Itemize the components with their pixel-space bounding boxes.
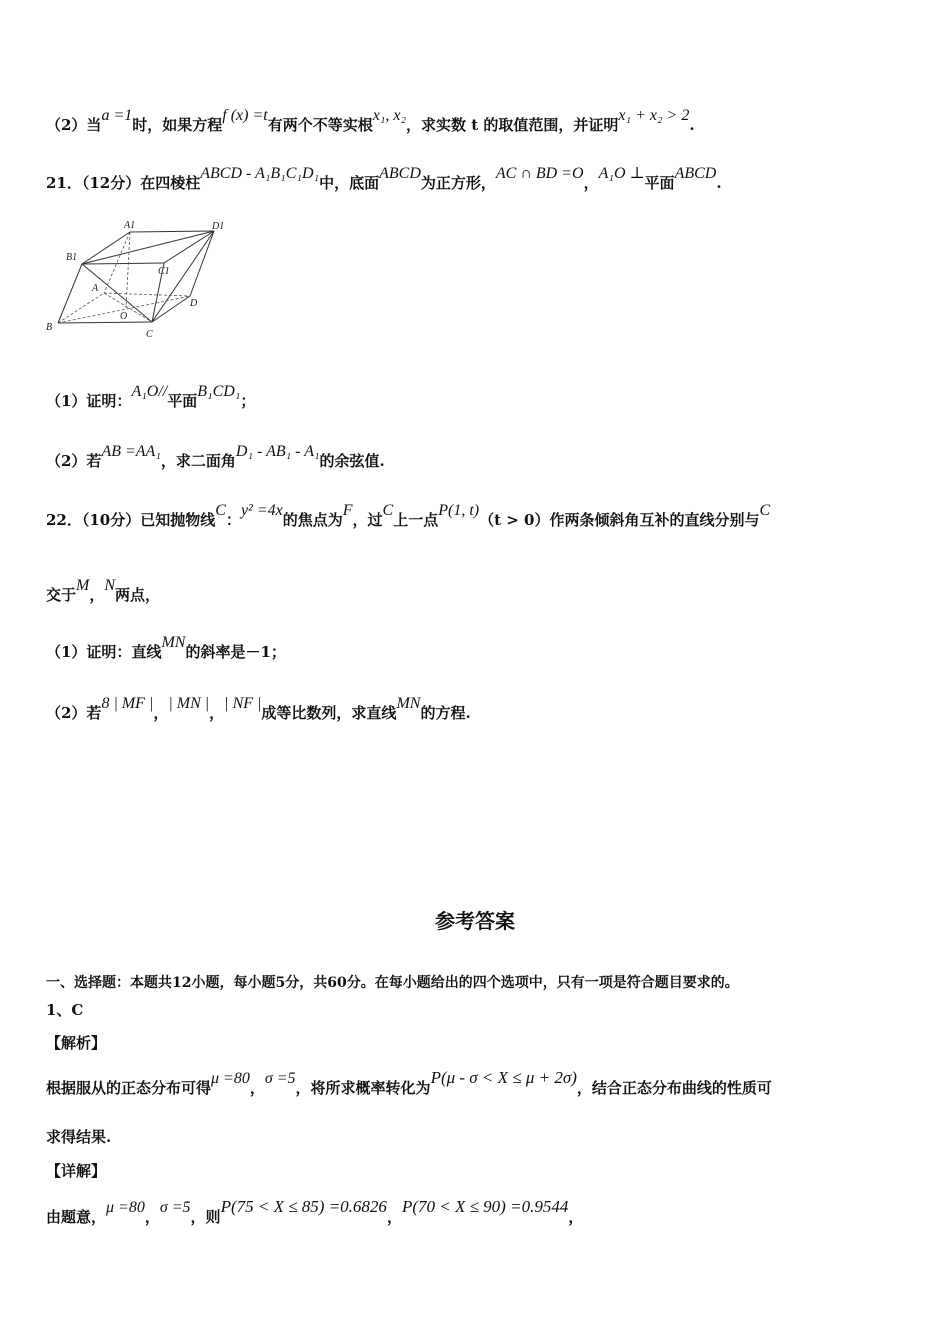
- detail-text-2: ，则: [190, 1208, 221, 1226]
- q21-part2: [46, 443, 385, 471]
- q22-part1: [46, 634, 286, 662]
- label-d1: D1: [212, 221, 224, 232]
- q22-math-c3: C: [759, 502, 771, 519]
- q21-plane: ABCD: [674, 165, 717, 182]
- analysis-line-1: [46, 1068, 772, 1098]
- q21-intersection: AC ∩ BD =O: [495, 165, 584, 182]
- q21-text-1: 中，底面: [319, 174, 380, 192]
- label-c1: C1: [158, 266, 170, 277]
- q21-p1-text: 平面: [167, 392, 198, 410]
- q22-p1-label: （1）证明：直线: [46, 643, 162, 661]
- analysis-mu: μ =80: [211, 1070, 250, 1087]
- q21-text-5: .: [716, 174, 722, 192]
- analysis-sigma: σ =5: [264, 1070, 296, 1087]
- q20-text-1: 时，如果方程: [132, 116, 223, 134]
- q21-p2-angle: D₁ - AB₁ - A₁: [235, 443, 320, 460]
- q22-stem: [46, 502, 771, 530]
- q22-p2-term-c: | NF |: [224, 695, 262, 712]
- q21-text-3: ，: [583, 174, 599, 192]
- q21-p2-text: ，求二面角: [160, 452, 236, 470]
- q22-number: 22．（10分）已知抛物线: [46, 511, 216, 529]
- label-c: C: [146, 329, 153, 340]
- q22-text-1: 的焦点为: [282, 511, 343, 529]
- q22-p2-mn: MN: [396, 695, 421, 712]
- q21-text-4: 平面: [644, 174, 675, 192]
- q22-text-3: 上一点: [393, 511, 439, 529]
- analysis-heading: 【解析】: [46, 1034, 107, 1052]
- q21-text-2: 为正方形，: [420, 174, 496, 192]
- q22-text-2: ，过: [352, 511, 383, 529]
- q22-text-4: 作两条倾斜角互补的直线分别与: [549, 511, 760, 529]
- detail-sep-1: ，: [144, 1208, 160, 1226]
- q21-p1-math: A₁O//: [131, 383, 168, 400]
- q20-math-a: a =1: [101, 107, 133, 124]
- q20-text-3: ，求实数 t 的取值范围，并证明: [406, 116, 619, 134]
- q22-p2-sep-2: ，: [209, 704, 225, 722]
- label-d: D: [190, 298, 198, 309]
- detail-heading: 【详解】: [46, 1162, 107, 1180]
- q22-math-m: M: [76, 577, 90, 594]
- detail-text-1: 由题意，: [46, 1208, 107, 1226]
- detail-sep-2: ，: [386, 1208, 402, 1226]
- q21-p2-end: 的余弦值.: [319, 452, 385, 470]
- detail-mu: μ =80: [106, 1199, 145, 1216]
- label-a: A: [92, 283, 99, 294]
- analysis-text-2: ，将所求概率转化为: [295, 1079, 431, 1097]
- q22-p1-text: 的斜率是－1；: [185, 643, 286, 661]
- q21-part1: [46, 383, 256, 411]
- detail-sigma: σ =5: [159, 1199, 191, 1216]
- analysis-text-3: ，结合正态分布曲线的性质可: [576, 1079, 772, 1097]
- q22-sep: ，: [89, 586, 105, 604]
- q20-math-f: f (x) =t: [222, 107, 268, 124]
- q20-text-4: .: [689, 116, 695, 134]
- detail-line-1: [46, 1197, 584, 1227]
- q22-condition: （t > 0）: [479, 511, 550, 529]
- detail-p90: P(70 < X ≤ 90) =0.9544: [401, 1197, 569, 1216]
- q22-colon: ：: [225, 511, 241, 529]
- q22-math-c2: C: [382, 502, 394, 519]
- q20-text-2: 有两个不等实根: [267, 116, 373, 134]
- q21-p2-label: （2）若: [46, 452, 102, 470]
- analysis-sep: ，: [249, 1079, 265, 1097]
- q22-part2: [46, 695, 471, 723]
- answers-title: 参考答案: [435, 909, 515, 933]
- q22-p2-end: 的方程.: [420, 704, 471, 722]
- q22-math-f: F: [342, 502, 353, 519]
- q22-p2-text: 成等比数列，求直线: [261, 704, 397, 722]
- q21-prism: ABCD - A₁B₁C₁D₁: [200, 165, 320, 182]
- q22-equation: y² =4x: [240, 502, 283, 519]
- q22-l2-text-a: 交于: [46, 586, 77, 604]
- q21-stem: [46, 165, 722, 193]
- q21-perp: A₁O ⊥: [598, 165, 645, 182]
- q21-base: ABCD: [379, 165, 421, 182]
- q22-p2-sep-1: ，: [153, 704, 169, 722]
- q22-point-p: P(1, t): [438, 502, 480, 519]
- q21-p1-plane: B₁CD₁: [197, 383, 241, 400]
- label-b: B: [46, 322, 53, 333]
- q21-p1-end: ；: [240, 392, 256, 410]
- q22-math-n: N: [104, 577, 116, 594]
- answers-section: 一、选择题：本题共12小题，每小题5分，共60分。在每小题给出的四个选项中，只有一项是符合题目要求的。: [46, 975, 739, 991]
- analysis-line-2: 求得结果.: [46, 1128, 112, 1146]
- q21-p2-math: AB =AA₁: [101, 443, 161, 460]
- q22-l2-text-b: 两点，: [115, 586, 161, 604]
- answer-item: 1、C: [46, 1001, 84, 1019]
- prism-figure: [44, 218, 224, 343]
- label-a1: A1: [124, 220, 136, 231]
- q22-p2-term-b: | MN |: [168, 695, 210, 712]
- q20-math-x: x₁, x₂: [372, 107, 407, 124]
- q22-p2-term-a: 8 | MF |: [101, 695, 154, 712]
- q21-number: 21．（12分）在四棱柱: [46, 174, 201, 192]
- detail-p85: P(75 < X ≤ 85) =0.6826: [220, 1197, 387, 1216]
- q22-p1-mn: MN: [161, 634, 186, 651]
- detail-end: ，: [568, 1208, 584, 1226]
- analysis-prob: P(μ - σ < X ≤ μ + 2σ): [430, 1068, 577, 1087]
- q21-p1-label: （1）证明：: [46, 392, 132, 410]
- q20-part2-label: （2）当: [46, 116, 102, 134]
- analysis-text-1: 根据服从的正态分布可得: [46, 1079, 212, 1097]
- q22-stem-line2: [46, 577, 161, 605]
- q20-math-sum: x₁ + x₂ > 2: [618, 107, 690, 124]
- label-o: O: [120, 311, 128, 322]
- label-b1: B1: [66, 252, 78, 263]
- q22-math-c: C: [215, 502, 226, 519]
- q22-p2-label: （2）若: [46, 704, 102, 722]
- q20-part2-line: [46, 107, 695, 135]
